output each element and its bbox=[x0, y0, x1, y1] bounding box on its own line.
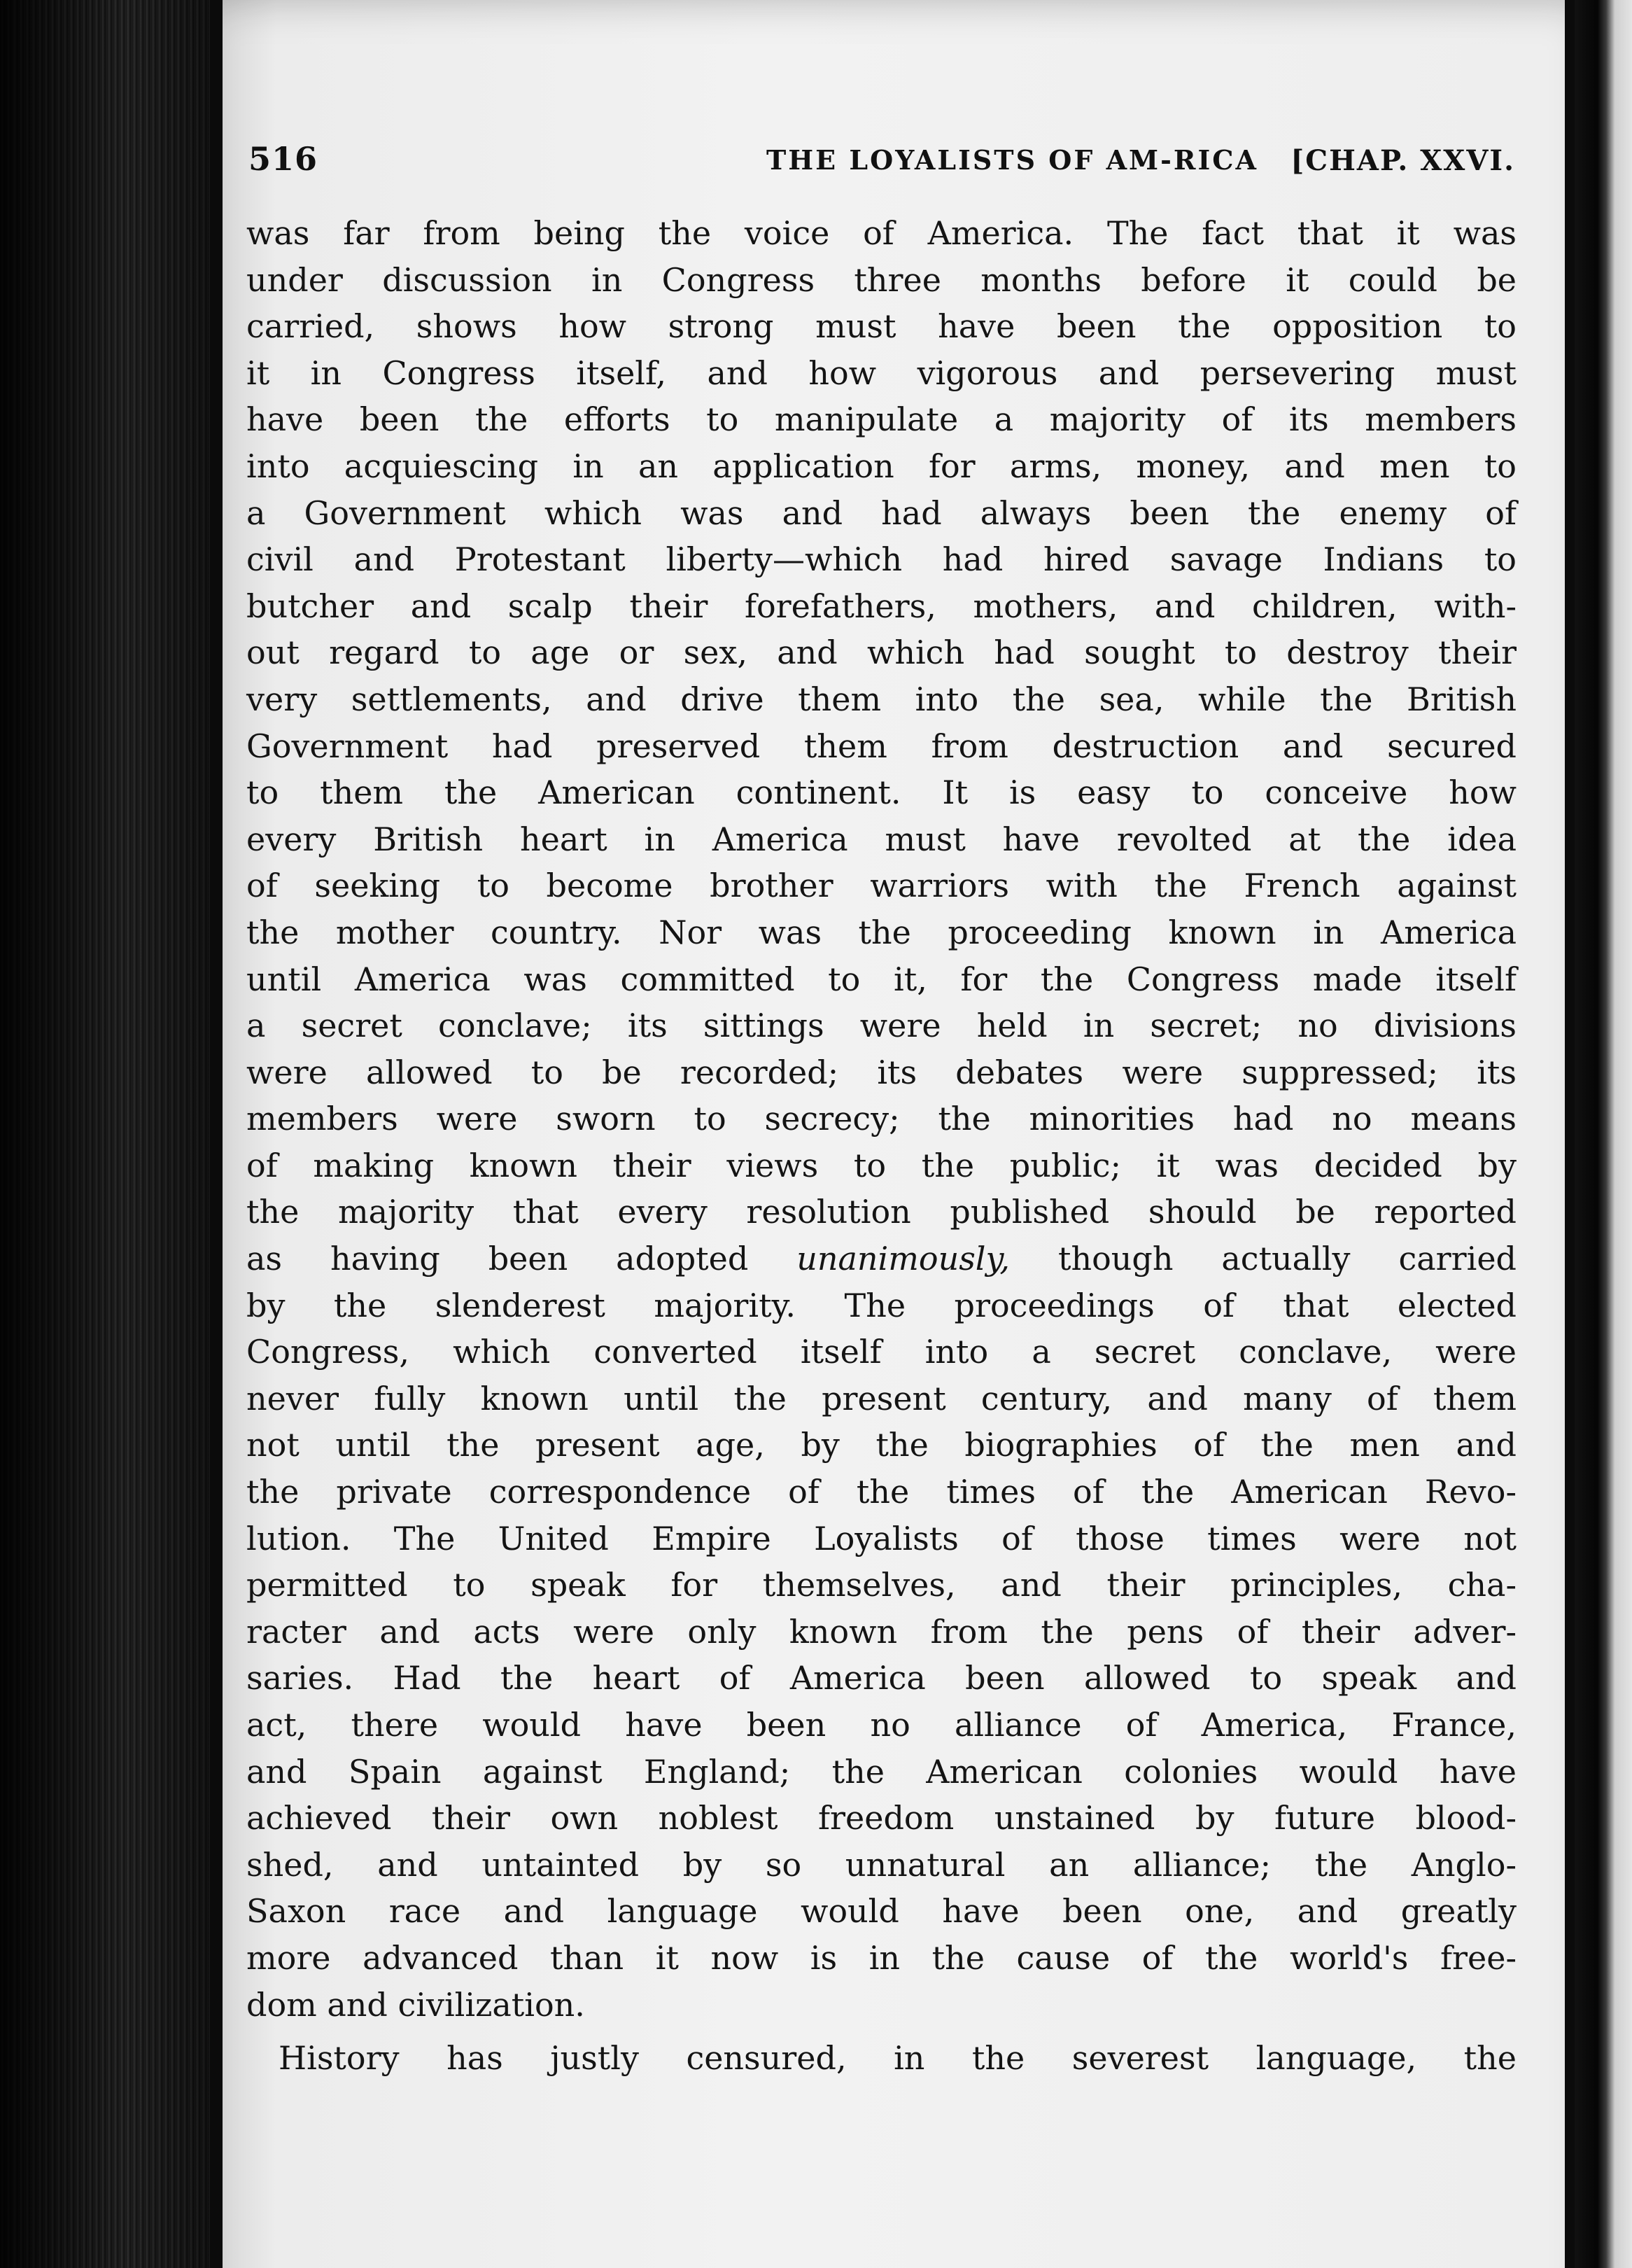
text-line: Congress, which converted itself into a secret conclave, were bbox=[246, 1333, 1517, 1371]
text-line: the private correspondence of the times of the American Revo- bbox=[246, 1473, 1517, 1511]
text-line: permitted to speak for themselves, and their principles, cha- bbox=[246, 1566, 1517, 1604]
text-line: civil and Protestant liberty—which had hired savage Indians to bbox=[246, 540, 1517, 579]
paragraph-first-line: History has justly censured, in the severest language, the bbox=[279, 2039, 1517, 2078]
text-line: achieved their own noblest freedom unstained by future blood- bbox=[246, 1799, 1517, 1837]
text-line: it in Congress itself, and how vigorous and persevering must bbox=[246, 354, 1517, 392]
text-line: into acquiescing in an application for arms, money, and men to bbox=[246, 447, 1517, 485]
text-line: were allowed to be recorded; its debates were suppressed; its bbox=[246, 1053, 1517, 1091]
text-line bbox=[246, 1236, 1517, 1282]
text-line: until America was committed to it, for the Congress made itself bbox=[246, 960, 1517, 998]
text-line: butcher and scalp their forefathers, mothers, and children, with- bbox=[246, 587, 1517, 625]
text-line: to them the American continent. It is easy to conceive how bbox=[246, 774, 1517, 812]
text-line: a secret conclave; its sittings were held in secret; no divisions bbox=[246, 1007, 1517, 1045]
page-body bbox=[246, 210, 1517, 2082]
text-line: shed, and untainted by so unnatural an alliance; the Anglo- bbox=[246, 1845, 1517, 1884]
text-line: Government had preserved them from destruction and secured bbox=[246, 727, 1517, 765]
text-line: more advanced than it now is in the cause of the world's free- bbox=[246, 1938, 1517, 1977]
text-line: racter and acts were only known from the pens of their adver- bbox=[246, 1612, 1517, 1651]
paragraph-gap bbox=[246, 2028, 1517, 2035]
text-line: by the slenderest majority. The proceedings of that elected bbox=[246, 1286, 1517, 1324]
text-line: a Government which was and had always been the enemy of bbox=[246, 493, 1517, 532]
text-line: was far from being the voice of America. The fact that it was bbox=[246, 214, 1517, 252]
text-line: out regard to age or sex, and which had sought to destroy their bbox=[246, 634, 1517, 672]
spine-shadow bbox=[0, 0, 210, 2268]
running-header bbox=[248, 140, 1515, 203]
text-segment: though actually carried bbox=[1010, 1240, 1517, 1278]
text-line: lution. The United Empire Loyalists of those times were not bbox=[246, 1519, 1517, 1558]
text-line: act, there would have been no alliance of America, France, bbox=[246, 1706, 1517, 1744]
text-line: Saxon race and language would have been one, and greatly bbox=[246, 1892, 1517, 1931]
paragraph-last-line: dom and civilization. bbox=[246, 1985, 585, 2024]
paragraph bbox=[246, 210, 1517, 1236]
paragraph-continued bbox=[246, 1282, 1517, 1982]
text-line: of seeking to become brother warriors with the French against bbox=[246, 867, 1517, 905]
text-line: the majority that every resolution published should be reported bbox=[246, 1193, 1517, 1231]
text-line: not until the present age, by the biographies of the men and bbox=[246, 1426, 1517, 1464]
text-line: never fully known until the present century, and many of them bbox=[246, 1379, 1517, 1418]
text-line: members were sworn to secrecy; the minorities had no means bbox=[246, 1100, 1517, 1138]
page-number: 516 bbox=[248, 140, 318, 178]
text-line: and Spain against England; the American colonies would have bbox=[246, 1752, 1517, 1791]
running-title: THE LOYALISTS OF AM‐RICA bbox=[766, 144, 1258, 176]
chapter-label: [CHAP. XXVI. bbox=[1290, 144, 1515, 177]
text-line: saries. Had the heart of America been allowed to speak and bbox=[246, 1659, 1517, 1698]
text-line: have been the efforts to manipulate a majority of its members bbox=[246, 400, 1517, 439]
next-page-edge bbox=[1575, 0, 1632, 2268]
text-line: every British heart in America must have revolted at the idea bbox=[246, 820, 1517, 858]
text-segment: as having been adopted bbox=[246, 1240, 797, 1278]
italic-word: unanimously, bbox=[796, 1240, 1011, 1278]
text-line: under discussion in Congress three months before it could be bbox=[246, 260, 1517, 299]
text-line: carried, shows how strong must have been the opposition to bbox=[246, 307, 1517, 346]
text-line: the mother country. Nor was the proceeding known in America bbox=[246, 913, 1517, 951]
text-line: of making known their views to the public; it was decided by bbox=[246, 1146, 1517, 1184]
text-line: very settlements, and drive them into the sea, while the British bbox=[246, 680, 1517, 718]
